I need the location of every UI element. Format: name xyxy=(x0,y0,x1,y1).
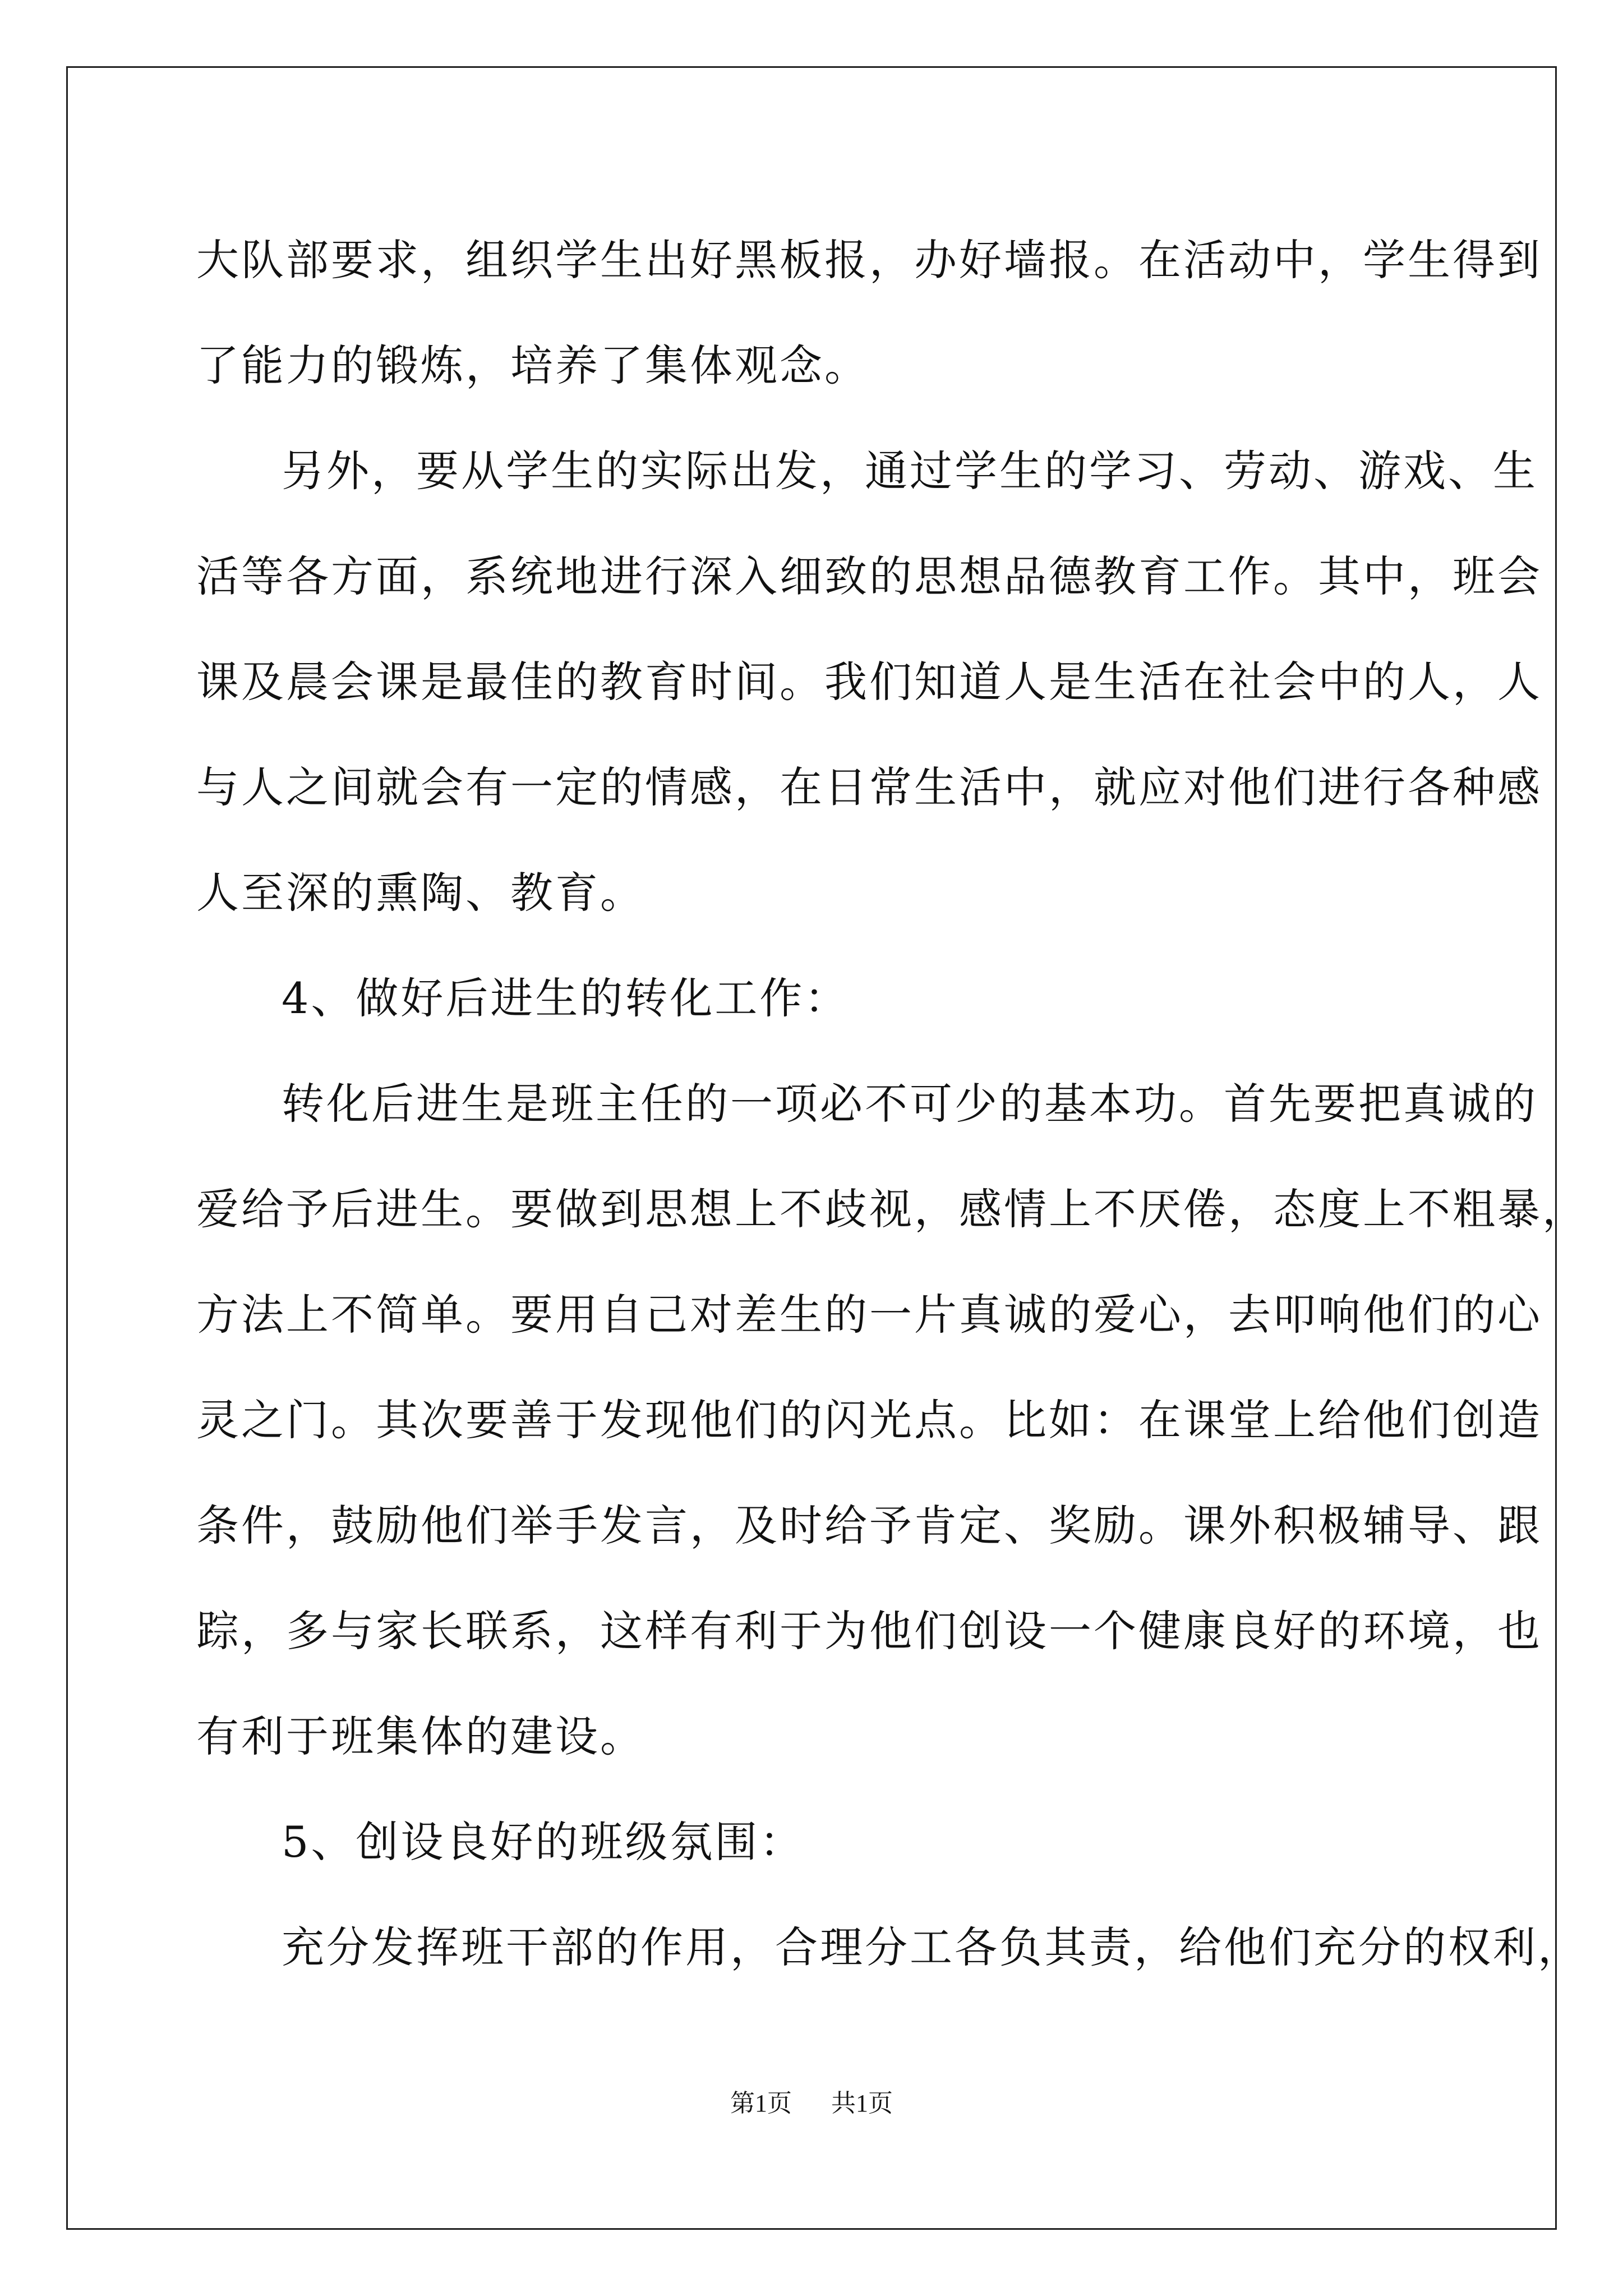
text-line: 有利于班集体的建设。 xyxy=(196,1711,645,1761)
text-line: 条件，鼓励他们举手发言，及时给予肯定、奖励。课外积极辅导、跟 xyxy=(196,1501,1542,1550)
text-line: 人至深的熏陶、教育。 xyxy=(196,868,645,918)
document-body xyxy=(196,208,1587,2000)
paragraph-start-line: 转化后进生是班主任的一项必不可少的基本功。首先要把真诚的 xyxy=(282,1079,1538,1129)
text-line: 灵之门。其次要善于发现他们的闪光点。比如：在课堂上给他们创造 xyxy=(196,1395,1542,1445)
text-line: 踪，多与家长联系，这样有利于为他们创设一个健康良好的环境，也 xyxy=(196,1606,1542,1656)
text-line: 大队部要求，组织学生出好黑板报，办好墙报。在活动中，学生得到 xyxy=(196,235,1542,285)
text-line: 与人之间就会有一定的情感，在日常生活中，就应对他们进行各种感 xyxy=(196,762,1542,812)
page-number-total: 共1页 xyxy=(831,2090,893,2117)
page-footer xyxy=(0,2087,1623,2120)
text-line: 爱给予后进生。要做到思想上不歧视，感情上不厌倦，态度上不粗暴， xyxy=(196,1184,1587,1234)
section-heading: 4、做好后进生的转化工作： xyxy=(282,973,850,1023)
page-number-current: 第1页 xyxy=(730,2090,792,2117)
text-line: 方法上不简单。要用自己对差生的一片真诚的爱心，去叩响他们的心 xyxy=(196,1290,1542,1340)
paragraph-start-line: 另外，要从学生的实际出发，通过学生的学习、劳动、游戏、生 xyxy=(282,446,1538,496)
section-heading: 5、创设良好的班级氛围： xyxy=(282,1817,805,1867)
text-line: 了能力的锻炼，培养了集体观念。 xyxy=(196,341,869,390)
paragraph-start-line: 充分发挥班干部的作用，合理分工各负其责，给他们充分的权利， xyxy=(282,1922,1583,1972)
text-line: 课及晨会课是最佳的教育时间。我们知道人是生活在社会中的人，人 xyxy=(196,657,1542,707)
text-line: 活等各方面，系统地进行深入细致的思想品德教育工作。其中，班会 xyxy=(196,551,1542,601)
